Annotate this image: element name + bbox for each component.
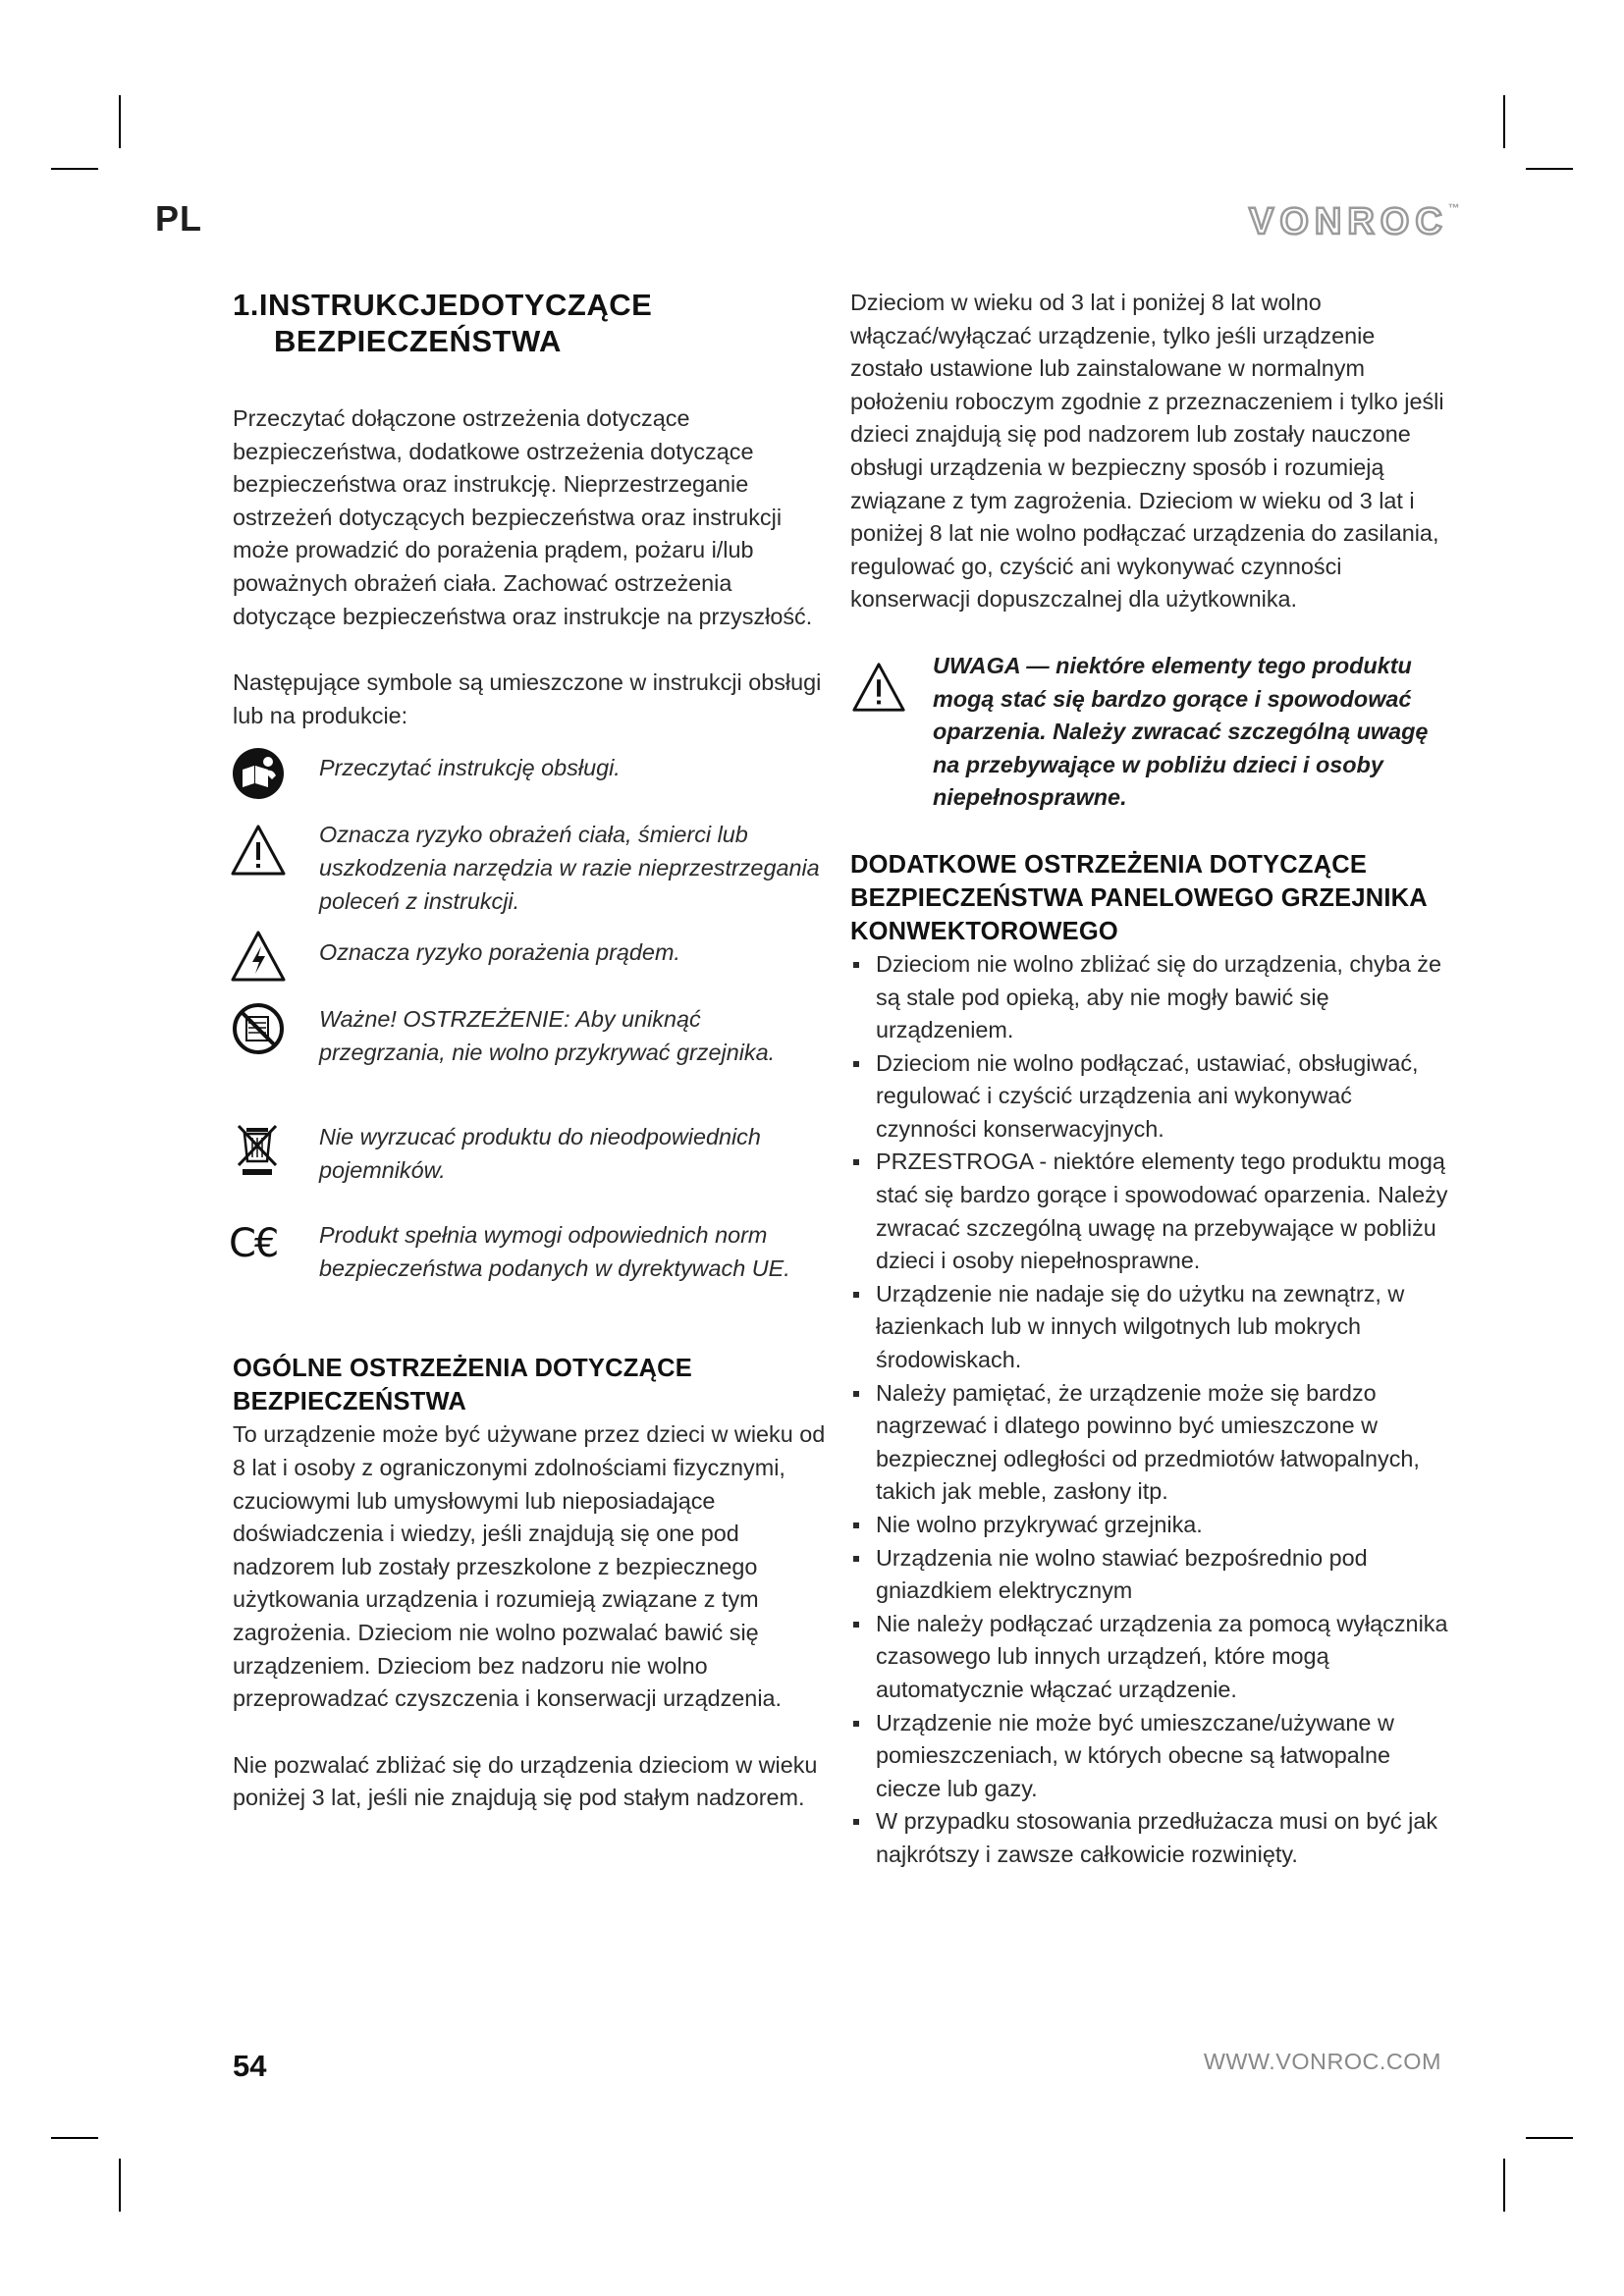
electric-shock-icon [229, 929, 288, 984]
symbol-text: Ważne! OSTRZEŻENIE: Aby uniknąć przegrzania, nie wolno przykrywać grzejnika. [319, 1006, 776, 1065]
additional-warnings-list [850, 948, 1451, 1872]
symbol-row [233, 819, 832, 919]
list-item: Urządzenia nie wolno stawiać bezpośrednio pod gniazdkiem elektrycznym [850, 1542, 1451, 1608]
section-title: 1.INSTRUKCJEDOTYCZĄCE BEZPIECZEŃSTWA [233, 288, 653, 358]
crop-mark [1526, 168, 1573, 170]
crop-mark [119, 95, 121, 148]
crop-mark [1526, 2137, 1573, 2139]
symbols-intro: Następujące symbole są umieszczone w instrukcji obsługi lub na produkcie: [233, 669, 822, 728]
weee-bin-icon [229, 1117, 288, 1178]
symbol-text: Przeczytać instrukcję obsługi. [319, 755, 621, 781]
symbol-row [229, 1219, 832, 1318]
warning-triangle-icon [850, 660, 907, 715]
symbol-text: Oznacza ryzyko obrażeń ciała, śmierci lub uszkodzenia narzędzia w razie nieprzestrzegania poleceń z instrukcji. [319, 822, 820, 914]
crop-mark [1503, 95, 1505, 148]
crop-mark [51, 168, 98, 170]
children-paragraph: Dzieciom w wieku od 3 lat i poniżej 8 lat wolno włączać/wyłączać urządzenie, tylko jeśli urządzenie zostało ustawione lub zainstalowane w normalnym położeniu roboczym zgodnie z przeznaczeniem i tylko jeśli dzieci znajdują się pod nadzorem lub zostały nauczone obsługi urządzenia w bezpieczny sposób i rozumieją związane z tym zagrożenia. Dzieciom w wieku od 3 lat i poniżej 8 lat nie wolno podłączać urządzenia do zasilania, regulować go, czyścić ani wykonywać czynności konserwacji dopuszczalnej dla użytkownika. [850, 290, 1444, 613]
crop-mark [51, 2137, 98, 2139]
list-item: Nie wolno przykrywać grzejnika. [850, 1509, 1451, 1542]
website-url: WWW.VONROC.COM [1203, 2049, 1441, 2074]
general-warnings-heading: OGÓLNE OSTRZEŻENIA DOTYCZĄCE BEZPIECZEŃSTWA [233, 1355, 692, 1416]
warning-triangle-icon [229, 823, 288, 878]
list-item: Dzieciom nie wolno podłączać, ustawiać, obsługiwać, regulować i czyścić urządzenia ani wykonywać czynności konserwacyjnych. [850, 1047, 1451, 1147]
general-paragraph: To urządzenie może być używane przez dzieci w wieku od 8 lat i osoby z ograniczonymi zdolnościami fizycznymi, czuciowymi lub umysłowymi lub nieposiadające doświadczenia i wiedzy, jeśli znajdują się one pod nadzorem lub zostały przeszkolone z bezpiecznego użytkowania urządzenia i rozumieją związane z tym zagrożenia. Dzieciom nie wolno pozwalać bawić się urządzeniem. Dzieciom bez nadzoru nie wolno przeprowadzać czyszczenia i konserwacji urządzenia. [233, 1421, 826, 1712]
list-item: Urządzenie nie może być umieszczane/używane w pomieszczeniach, w których obecne są łatwopalne ciecze lub gazy. [850, 1707, 1451, 1806]
list-item: W przypadku stosowania przedłużacza musi on być jak najkrótszy i zawsze całkowicie rozwinięty. [850, 1805, 1451, 1871]
list-item: Dzieciom nie wolno zbliżać się do urządzenia, chyba że są stale pod opieką, aby nie mogły bawić się urządzeniem. [850, 948, 1451, 1047]
ce-mark-icon: C€ [229, 1221, 278, 1267]
list-item: Należy pamiętać, że urządzenie może się bardzo nagrzewać i dlatego powinno być umieszczone w bezpiecznej odległości od przedmiotów łatwopalnych, takich jak meble, zasłony itp. [850, 1377, 1451, 1509]
read-manual-icon [229, 746, 288, 801]
additional-warnings-heading: DODATKOWE OSTRZEŻENIA DOTYCZĄCE BEZPIECZEŃSTWA PANELOWEGO GRZEJNIKA KONWEKTOROWEGO [850, 850, 1427, 945]
crop-mark [1503, 2159, 1505, 2212]
warning-text: UWAGA — niektóre elementy tego produktu mogą stać się bardzo gorące i spowodować oparzenia. Należy zwracać szczególną uwagę na przebywające w pobliżu dzieci i osoby niepełnosprawne. [933, 652, 1429, 811]
list-item: Nie należy podłączać urządzenia za pomocą wyłącznika czasowego lub innych urządzeń, które mogą automatycznie włączać urządzenie. [850, 1608, 1451, 1707]
right-column [850, 287, 1451, 1872]
symbol-text: Nie wyrzucać produktu do nieodpowiednich pojemników. [319, 1124, 761, 1183]
symbol-row [233, 936, 832, 1003]
intro-paragraph: Przeczytać dołączone ostrzeżenia dotyczące bezpieczeństwa, dodatkowe ostrzeżenia dotyczące bezpieczeństwa oraz instrukcję. Nieprzestrzeganie ostrzeżeń dotyczących bezpieczeństwa oraz instrukcji może prowadzić do porażenia prądem, pożaru i/lub poważnych obrażeń ciała. Zachować ostrzeżenia dotyczące bezpieczeństwa oraz instrukcje na przyszłość. [233, 405, 813, 629]
do-not-cover-icon [229, 1001, 288, 1056]
symbol-row [233, 1121, 832, 1188]
symbol-text: Produkt spełnia wymogi odpowiednich norm bezpieczeństwa podanych w dyrektywach UE. [319, 1222, 790, 1281]
list-item: Urządzenie nie nadaje się do użytku na zewnątrz, w łazienkach lub w innych wilgotnych lub mokrych środowiskach. [850, 1278, 1451, 1377]
page-number: 54 [233, 2049, 267, 2083]
symbol-row [233, 1003, 832, 1103]
symbol-text: Oznacza ryzyko porażenia prądem. [319, 939, 680, 966]
language-code: PL [155, 198, 203, 239]
left-column [229, 287, 832, 1815]
crop-mark [119, 2159, 121, 2212]
list-item: PRZESTROGA - niektóre elementy tego produktu mogą stać się bardzo gorące i spowodować oparzenia. Należy zwracać szczególną uwagę na przebywające w pobliżu dzieci i osoby niepełnosprawne. [850, 1146, 1451, 1277]
brand-logo: VONROC™ [1249, 201, 1460, 242]
general-paragraph: Nie pozwalać zbliżać się do urządzenia dzieciom w wieku poniżej 3 lat, jeśli nie znajdują się pod stałym nadzorem. [233, 1751, 818, 1811]
heat-warning [850, 650, 1451, 815]
symbol-row [233, 752, 832, 819]
